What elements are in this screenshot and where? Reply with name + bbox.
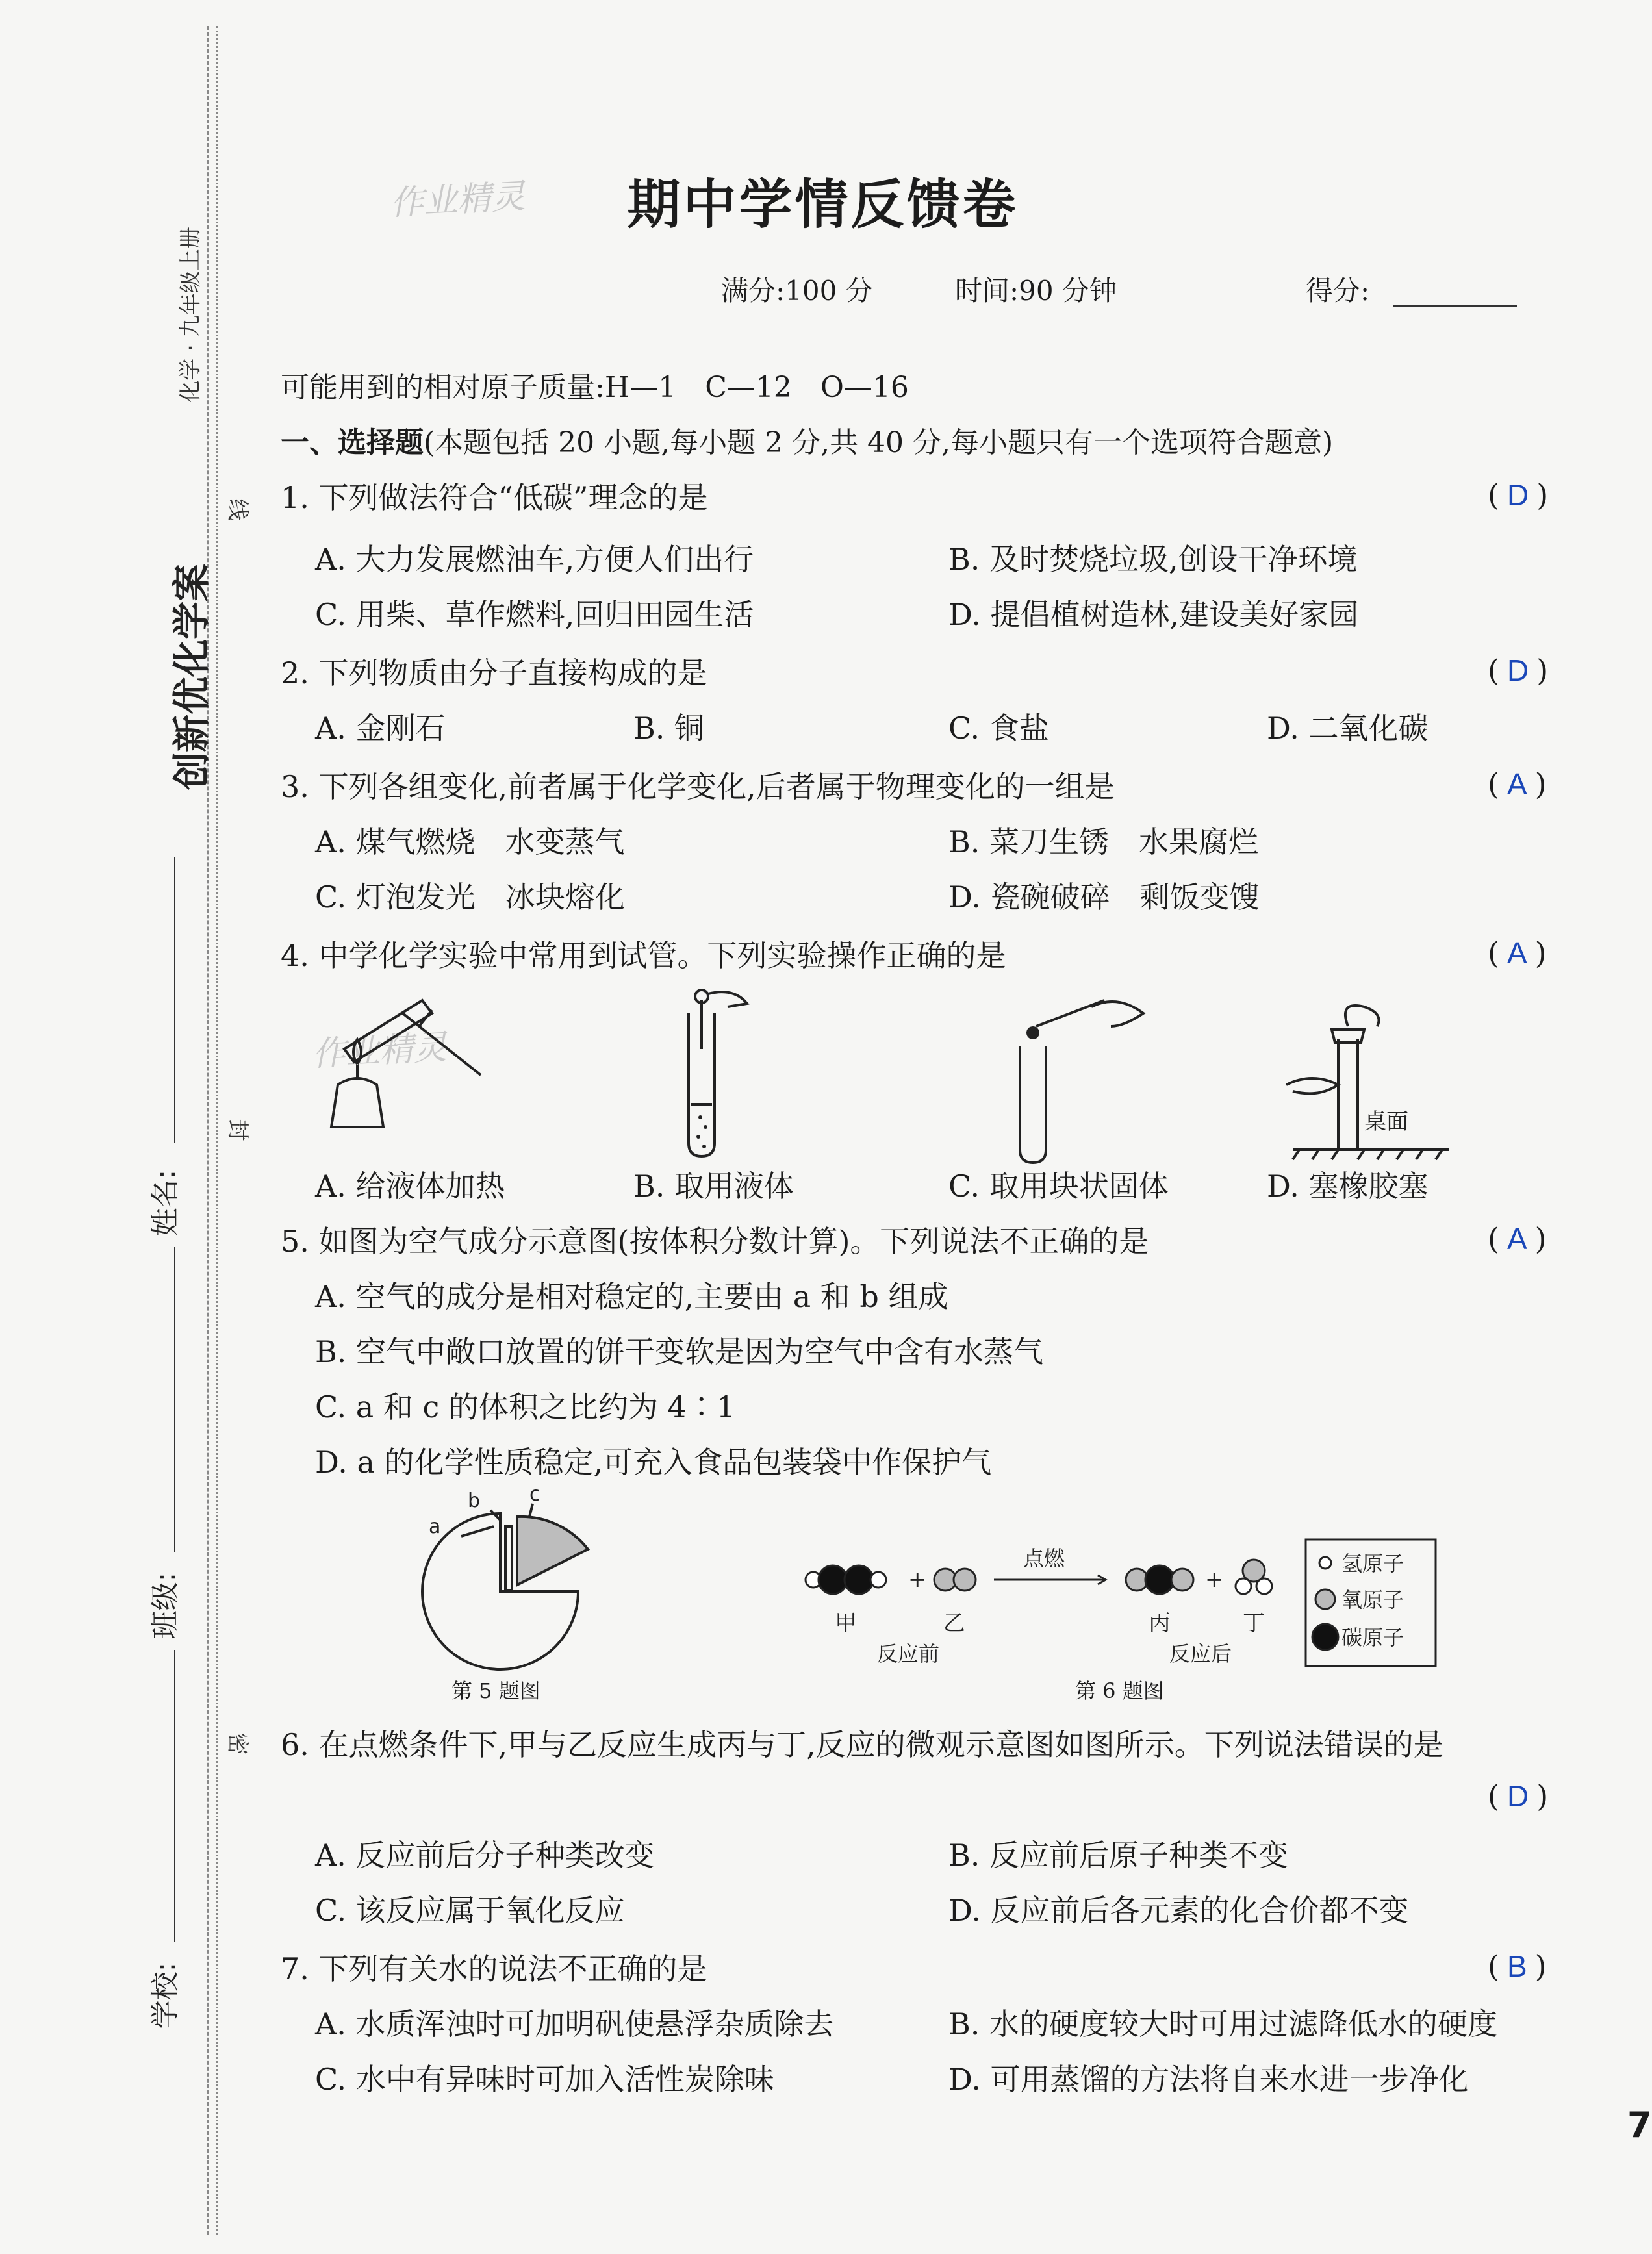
question-1-stem: 1. 下列做法符合“低碳”理念的是 (281, 480, 708, 515)
atomic-mass-note: 可能用到的相对原子质量:H—1 C—12 O—16 (281, 371, 909, 404)
school-label: 学校: (149, 1962, 182, 2029)
question-2-stem: 2. 下列物质由分子直接构成的是 (281, 655, 707, 690)
answer-letter: A (1506, 767, 1527, 801)
q4-figure-d-stopper (1254, 987, 1462, 1169)
figure-5-air-pie (403, 1483, 611, 1695)
seal-feng: 封 (224, 1119, 256, 1141)
question-2-option-c[interactable]: C. 食盐 (948, 711, 1049, 746)
q4-desk-label: 桌面 (1364, 1109, 1408, 1135)
answer-letter: D (1506, 1779, 1529, 1813)
section-note: (本题包括 20 小题,每小题 2 分,共 40 分,每小题只有一个选项符合题意) (424, 426, 1334, 459)
question-5-answer: ( A ) (1488, 1221, 1547, 1256)
class-field-line[interactable] (174, 1247, 175, 1552)
question-4-stem: 4. 中学化学实验中常用到试管。下列实验操作正确的是 (281, 938, 1006, 973)
section-title: 一、选择题 (281, 426, 424, 459)
question-3-option-d[interactable]: D. 瓷碗破碎 剩饭变馊 (948, 880, 1260, 915)
seal-xian: 线 (224, 499, 256, 521)
fig6-yi: 乙 (943, 1610, 965, 1636)
answer-letter: D (1506, 653, 1529, 687)
question-3-option-b[interactable]: B. 菜刀生锈 水果腐烂 (948, 824, 1259, 859)
question-1-answer: ( D ) (1488, 477, 1549, 513)
question-3-answer: ( A ) (1488, 766, 1547, 802)
fig5-label-b: b (468, 1489, 481, 1512)
page-number: 7 (1627, 2105, 1652, 2146)
question-4-option-a[interactable]: A. 给液体加热 (315, 1169, 505, 1204)
full-score: 满分:100 分 (721, 275, 873, 307)
brand-title: 创新优化学案 (170, 564, 214, 791)
question-4-option-c[interactable]: C. 取用块状固体 (948, 1169, 1169, 1204)
section-heading (281, 419, 1333, 461)
question-2-answer: ( D ) (1488, 653, 1549, 688)
exam-time: 时间:90 分钟 (955, 275, 1117, 307)
answer-letter: B (1506, 1949, 1527, 1983)
fig6-ding: 丁 (1243, 1610, 1265, 1636)
answer-letter: D (1506, 478, 1529, 512)
fig6-plus-2: + (1205, 1567, 1224, 1593)
score-label: 得分: (1306, 275, 1370, 307)
fig5-label-c: c (529, 1483, 540, 1506)
question-6-option-d[interactable]: D. 反应前后各元素的化合价都不变 (948, 1893, 1409, 1928)
question-7-option-a[interactable]: A. 水质浑浊时可加明矾使悬浮杂质除去 (315, 2007, 834, 2042)
question-6-answer: ( D ) (1488, 1779, 1549, 1814)
fig6-plus-1: + (908, 1567, 927, 1593)
question-7-stem: 7. 下列有关水的说法不正确的是 (281, 1951, 707, 1986)
figure-5-caption: 第 5 题图 (451, 1678, 540, 1703)
question-7-option-c[interactable]: C. 水中有异味时可加入活性炭除味 (315, 2062, 774, 2097)
question-6-option-a[interactable]: A. 反应前后分子种类改变 (315, 1838, 655, 1873)
question-1-option-b[interactable]: B. 及时焚烧垃圾,创设干净环境 (948, 542, 1358, 577)
question-5-option-b[interactable]: B. 空气中敞口放置的饼干变软是因为空气中含有水蒸气 (315, 1334, 1044, 1369)
subject-label: 化学 · 九年级上册 (177, 227, 204, 403)
fig6-legend-o: 氧原子 (1341, 1588, 1404, 1612)
question-4-option-b[interactable]: B. 取用液体 (633, 1169, 794, 1204)
question-6-stem: 6. 在点燃条件下,甲与乙反应生成丙与丁,反应的微观示意图如图所示。下列说法错误的是 (281, 1727, 1443, 1762)
question-4-answer: ( A ) (1488, 935, 1547, 970)
figure-6-caption: 第 6 题图 (1075, 1678, 1164, 1703)
fig6-before: 反应前 (877, 1641, 940, 1666)
question-6-option-c[interactable]: C. 该反应属于氧化反应 (315, 1893, 625, 1928)
question-6-option-b[interactable]: B. 反应前后原子种类不变 (948, 1838, 1289, 1873)
binding-dashed-line-inner (216, 26, 218, 2235)
page-title: 期中学情反馈卷 (627, 173, 1019, 236)
question-3-stem: 3. 下列各组变化,前者属于化学变化,后者属于物理变化的一组是 (281, 769, 1115, 804)
watermark-middle: 作业精灵 (311, 1028, 448, 1074)
question-7-option-d[interactable]: D. 可用蒸馏的方法将自来水进一步净化 (948, 2062, 1469, 2097)
question-1-option-d[interactable]: D. 提倡植树造林,建设美好家园 (948, 597, 1359, 632)
fig6-legend-h: 氢原子 (1341, 1551, 1404, 1576)
class-label: 班级: (149, 1572, 182, 1640)
watermark-top: 作业精灵 (388, 177, 526, 223)
figure-6-reaction (799, 1539, 1449, 1676)
question-5-option-d[interactable]: D. a 的化学性质稳定,可充入食品包装袋中作保护气 (315, 1445, 992, 1480)
fig6-legend-c: 碳原子 (1341, 1625, 1404, 1650)
answer-letter: A (1506, 936, 1527, 970)
question-2-option-b[interactable]: B. 铜 (633, 711, 705, 746)
question-1-option-c[interactable]: C. 用柴、草作燃料,回归田园生活 (315, 597, 754, 632)
question-2-option-d[interactable]: D. 二氧化碳 (1267, 711, 1429, 746)
question-3-option-a[interactable]: A. 煤气燃烧 水变蒸气 (315, 824, 625, 859)
fig6-after: 反应后 (1169, 1641, 1232, 1666)
binding-dashed-line-outer (207, 26, 209, 2235)
question-2-option-a[interactable]: A. 金刚石 (315, 711, 446, 746)
fig6-jia: 甲 (835, 1610, 857, 1636)
score-field[interactable] (1393, 305, 1517, 307)
question-4-option-d[interactable]: D. 塞橡胶塞 (1267, 1169, 1429, 1204)
question-3-option-c[interactable]: C. 灯泡发光 冰块熔化 (315, 880, 625, 915)
fig5-label-a: a (429, 1515, 441, 1538)
fig6-bing: 丙 (1149, 1610, 1171, 1636)
answer-letter: A (1506, 1222, 1527, 1256)
question-1-option-a[interactable]: A. 大力发展燃油车,方便人们出行 (315, 542, 754, 577)
q4-figure-b-dropper (663, 987, 793, 1163)
question-7-option-b[interactable]: B. 水的硬度较大时可用过滤降低水的硬度 (948, 2007, 1498, 2042)
school-field-line[interactable] (174, 1650, 175, 1942)
q4-figure-c-solid (994, 987, 1163, 1163)
seal-mi: 密 (224, 1733, 256, 1755)
name-label: 姓名: (149, 1169, 182, 1237)
question-5-stem: 5. 如图为空气成分示意图(按体积分数计算)。下列说法不正确的是 (281, 1224, 1149, 1259)
name-field-line[interactable] (174, 857, 175, 1143)
q4-figure-a-heating (305, 987, 500, 1150)
question-5-option-c[interactable]: C. a 和 c 的体积之比约为 4∶1 (315, 1389, 736, 1425)
fig6-condition: 点燃 (1023, 1546, 1065, 1571)
question-5-option-a[interactable]: A. 空气的成分是相对稳定的,主要由 a 和 b 组成 (315, 1279, 948, 1314)
question-7-answer: ( B ) (1488, 1949, 1547, 1984)
